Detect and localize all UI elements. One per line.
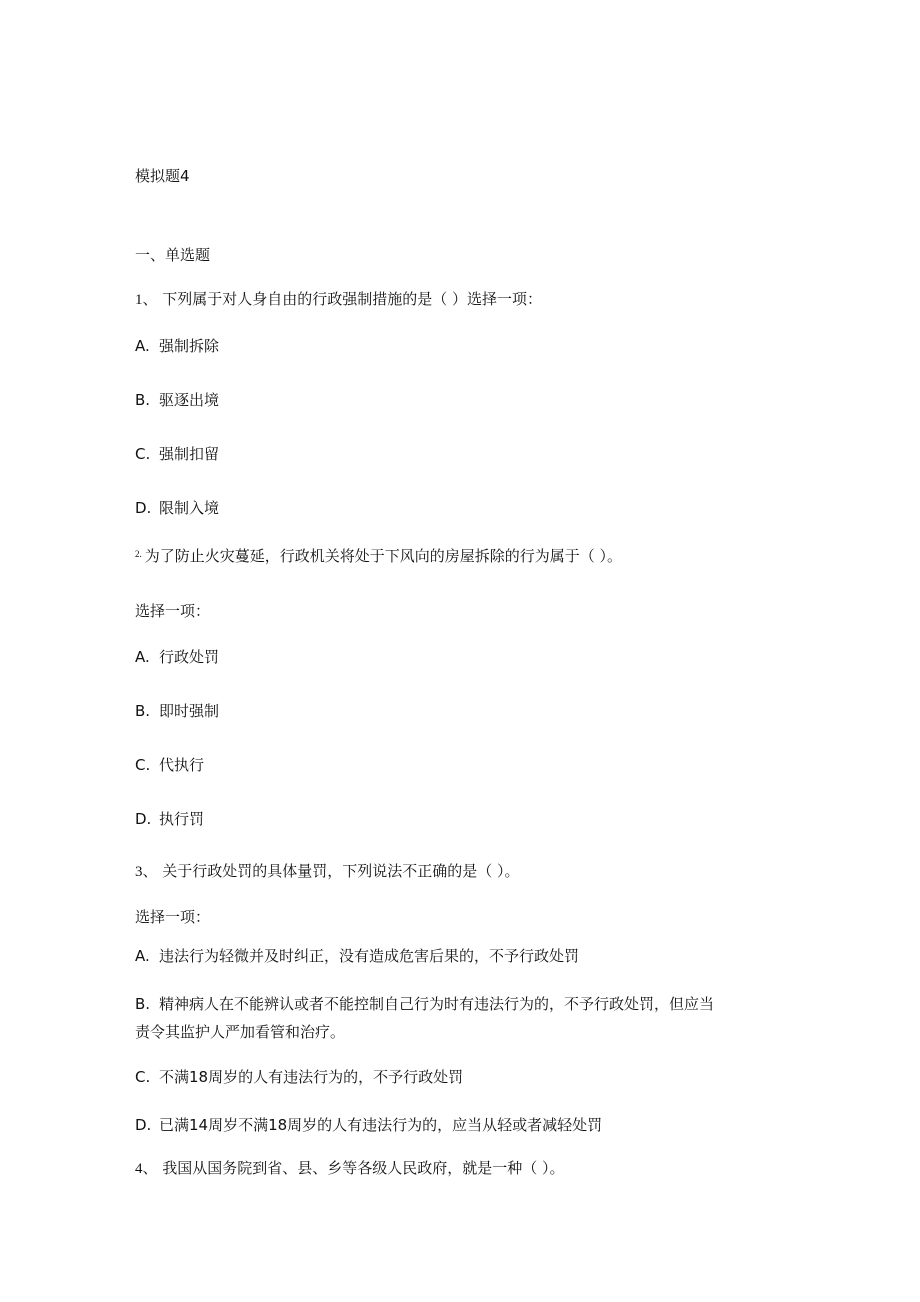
option-d [135,809,204,829]
question-number: 1 [135,292,143,308]
document-title: 模拟题4 [135,167,190,185]
option-letter: B. [135,391,151,409]
option-letter: C. [135,445,151,463]
option-text: 驱逐出境 [159,391,220,409]
question-prompt: 选择一项： [135,602,211,620]
question-text: 、 下列属于对人身自由的行政强制措施的是（ ）选择一项： [142,290,543,308]
option-letter: C. [135,756,151,774]
option-text: 精神病人在不能辨认或者不能控制自己行为时有违法行为的，不予行政处罚，但应当 [159,995,715,1013]
option-letter: B. [135,702,151,720]
question-4 [135,1158,565,1179]
option-text: 即时强制 [159,702,220,720]
option-b [135,994,714,1014]
option-letter: B. [135,995,151,1013]
option-text: 已满14周岁不满18周岁的人有违法行为的，应当从轻或者减轻处罚 [159,1116,603,1134]
option-a [135,946,579,966]
option-letter: D. [135,810,152,828]
section-heading: 一、单选题 [135,246,211,264]
option-b [135,390,219,410]
option-c [135,755,204,775]
option-a [135,647,219,667]
option-letter: D. [135,1116,152,1134]
option-text: 限制入境 [159,499,220,517]
question-number: 2. [135,549,142,559]
option-letter: A. [135,947,150,965]
option-d [135,498,219,518]
question-text: 为了防止火灾蔓延，行政机关将处于下风向的房屋拆除的行为属于（ ）。 [144,547,623,565]
question-2 [135,546,622,566]
option-d [135,1115,602,1135]
option-b-continuation: 责令其监护人严加看管和治疗。 [135,1023,346,1041]
question-text: 、 关于行政处罚的具体量罚，下列说法不正确的是（ ）。 [142,862,520,880]
option-text: 代执行 [159,756,205,774]
question-prompt: 选择一项： [135,908,211,926]
question-number: 3 [135,864,143,880]
option-c [135,444,219,464]
option-a [135,336,219,356]
option-text: 强制扣留 [159,445,220,463]
option-text: 执行罚 [159,810,205,828]
question-text: 、 我国从国务院到省、县、乡等各级人民政府，就是一种（ ）。 [142,1159,565,1177]
option-c [135,1067,463,1087]
option-text: 违法行为轻微并及时纠正，没有造成危害后果的，不予行政处罚 [159,947,580,965]
option-letter: C. [135,1068,151,1086]
option-text: 强制拆除 [159,337,220,355]
option-letter: D. [135,499,152,517]
question-3 [135,861,520,882]
option-text: 行政处罚 [159,648,220,666]
question-number: 4 [135,1161,143,1177]
option-text: 不满18周岁的人有违法行为的，不予行政处罚 [159,1068,464,1086]
option-b [135,701,219,721]
option-letter: A. [135,648,150,666]
option-letter: A. [135,337,150,355]
question-1 [135,289,542,310]
